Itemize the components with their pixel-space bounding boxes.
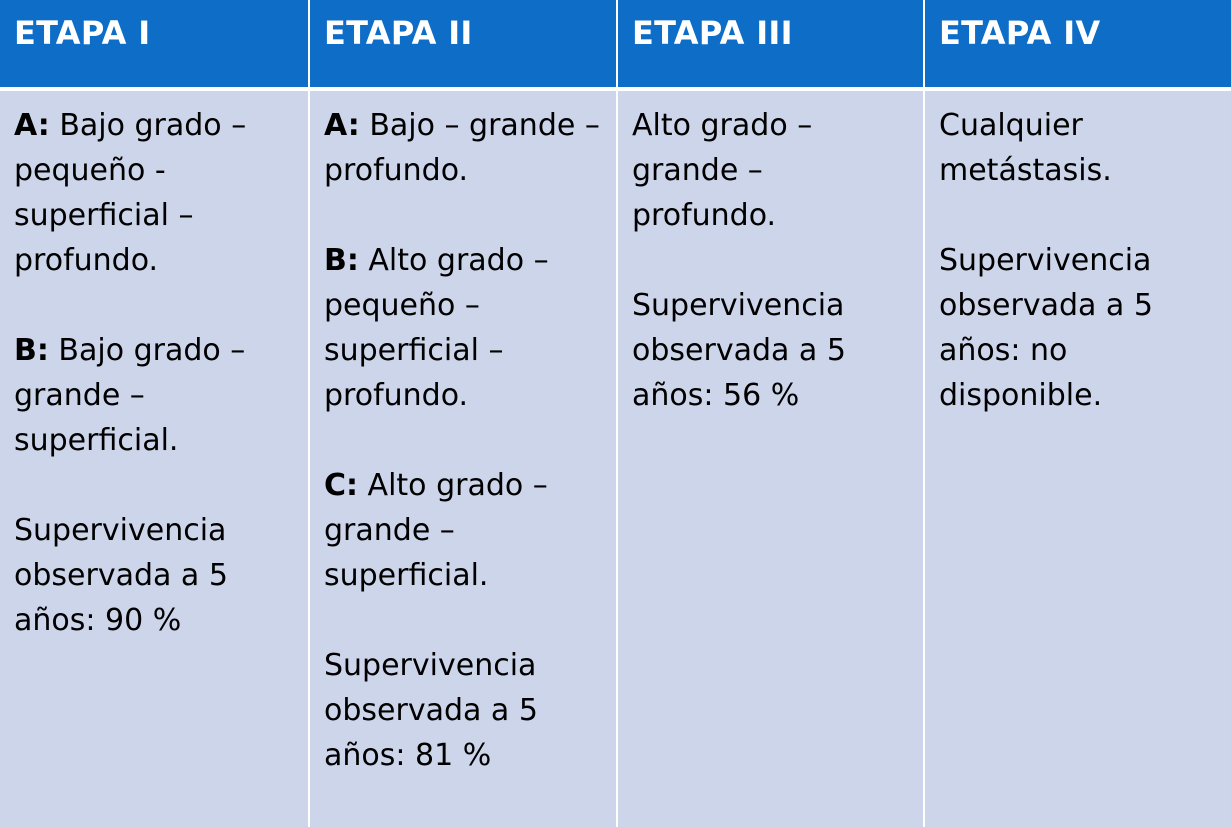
stage-1-survival: Supervivencia observada a 5 años: 90 % — [14, 513, 228, 638]
stage-1-cell — [0, 91, 308, 827]
stage-2-substage-a — [324, 103, 602, 193]
substage-b-label: B: — [324, 243, 359, 278]
substage-a-label: A: — [14, 108, 50, 143]
stage-4-survival: Supervivencia observada a 5 años: no disponible. — [939, 243, 1153, 413]
header-row — [0, 0, 1231, 91]
stage-4-cell — [923, 91, 1231, 827]
substage-b-label: B: — [14, 333, 49, 368]
substage-a-text: Bajo grado – pequeño - superficial – profundo. — [14, 108, 247, 278]
stage-1-substage-b — [14, 328, 294, 463]
substage-b-text: Alto grado – pequeño – superficial – profundo. — [324, 243, 549, 413]
substage-b-text: Bajo grado – grande – superficial. — [14, 333, 246, 458]
stage-2-survival: Supervivencia observada a 5 años: 81 % — [324, 648, 538, 773]
stage-2-substage-c — [324, 463, 602, 598]
content-row — [0, 91, 1231, 827]
substage-a-label: A: — [324, 108, 360, 143]
header-stage-4: ETAPA IV — [923, 0, 1231, 91]
stage-4-description: Cualquier metástasis. — [939, 108, 1112, 188]
stage-3-cell — [616, 91, 923, 827]
stage-1-substage-a — [14, 103, 294, 283]
stage-2-cell — [308, 91, 616, 827]
stage-3-survival: Supervivencia observada a 5 años: 56 % — [632, 288, 846, 413]
substage-a-text: Bajo – grande – profundo. — [324, 108, 600, 188]
stage-3-description: Alto grado – grande – profundo. — [632, 108, 813, 233]
substage-c-text: Alto grado – grande – superficial. — [324, 468, 548, 593]
stage-2-substage-b — [324, 238, 602, 418]
header-stage-3: ETAPA III — [616, 0, 923, 91]
header-stage-2: ETAPA II — [308, 0, 616, 91]
header-stage-1: ETAPA I — [0, 0, 308, 91]
substage-c-label: C: — [324, 468, 359, 503]
